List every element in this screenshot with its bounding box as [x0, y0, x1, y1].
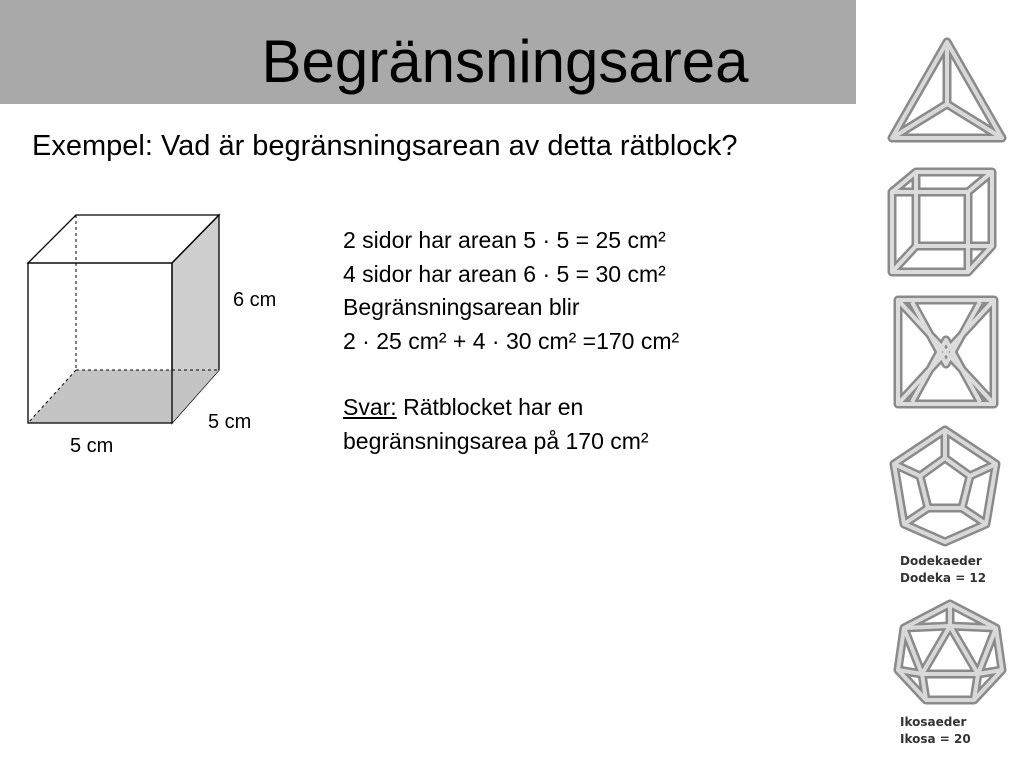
dodecahedron-subtitle: Dodeka = 12 — [900, 571, 987, 585]
answer-text-1: Rätblocket har en — [396, 394, 584, 420]
icosahedron-name: Ikosaeder — [900, 715, 967, 729]
explanation-line: 4 sidor har arean 6 · 5 = 30 cm² — [343, 260, 666, 287]
polyhedra-sidebar — [856, 0, 1024, 768]
cuboid-bottom-face — [28, 370, 219, 423]
icosahedron-label — [900, 714, 971, 748]
answer-label: Svar: — [343, 394, 397, 420]
cuboid-figure — [20, 205, 225, 430]
explanation-line: Begränsningsarean blir — [343, 294, 580, 320]
spacer — [343, 358, 679, 391]
icosahedron-subtitle: Ikosa = 20 — [900, 732, 971, 746]
slide-title: Begränsningsarea — [261, 28, 749, 95]
dodecahedron-name: Dodekaeder — [900, 554, 982, 568]
octahedron-image — [892, 294, 1000, 410]
explanation-block — [343, 224, 679, 458]
tetrahedron-image — [884, 34, 1010, 148]
dodecahedron-label — [900, 553, 986, 587]
icosahedron-image — [892, 598, 1008, 706]
answer-line — [343, 391, 679, 425]
explanation-line: 2 · 25 cm² + 4 · 30 cm² =170 cm² — [343, 327, 680, 354]
cube-image — [886, 166, 998, 278]
slide-subtitle: Exempel: Vad är begränsningsarean av detta rätblock? — [32, 130, 738, 162]
height-label: 6 cm — [233, 289, 277, 311]
width-label: 5 cm — [70, 435, 114, 457]
answer-text-2: begränsningsarea på 170 cm² — [343, 427, 649, 454]
dodecahedron-image — [886, 424, 1004, 548]
depth-label: 5 cm — [208, 411, 252, 433]
explanation-line: 2 sidor har arean 5 · 5 = 25 cm² — [343, 227, 666, 253]
